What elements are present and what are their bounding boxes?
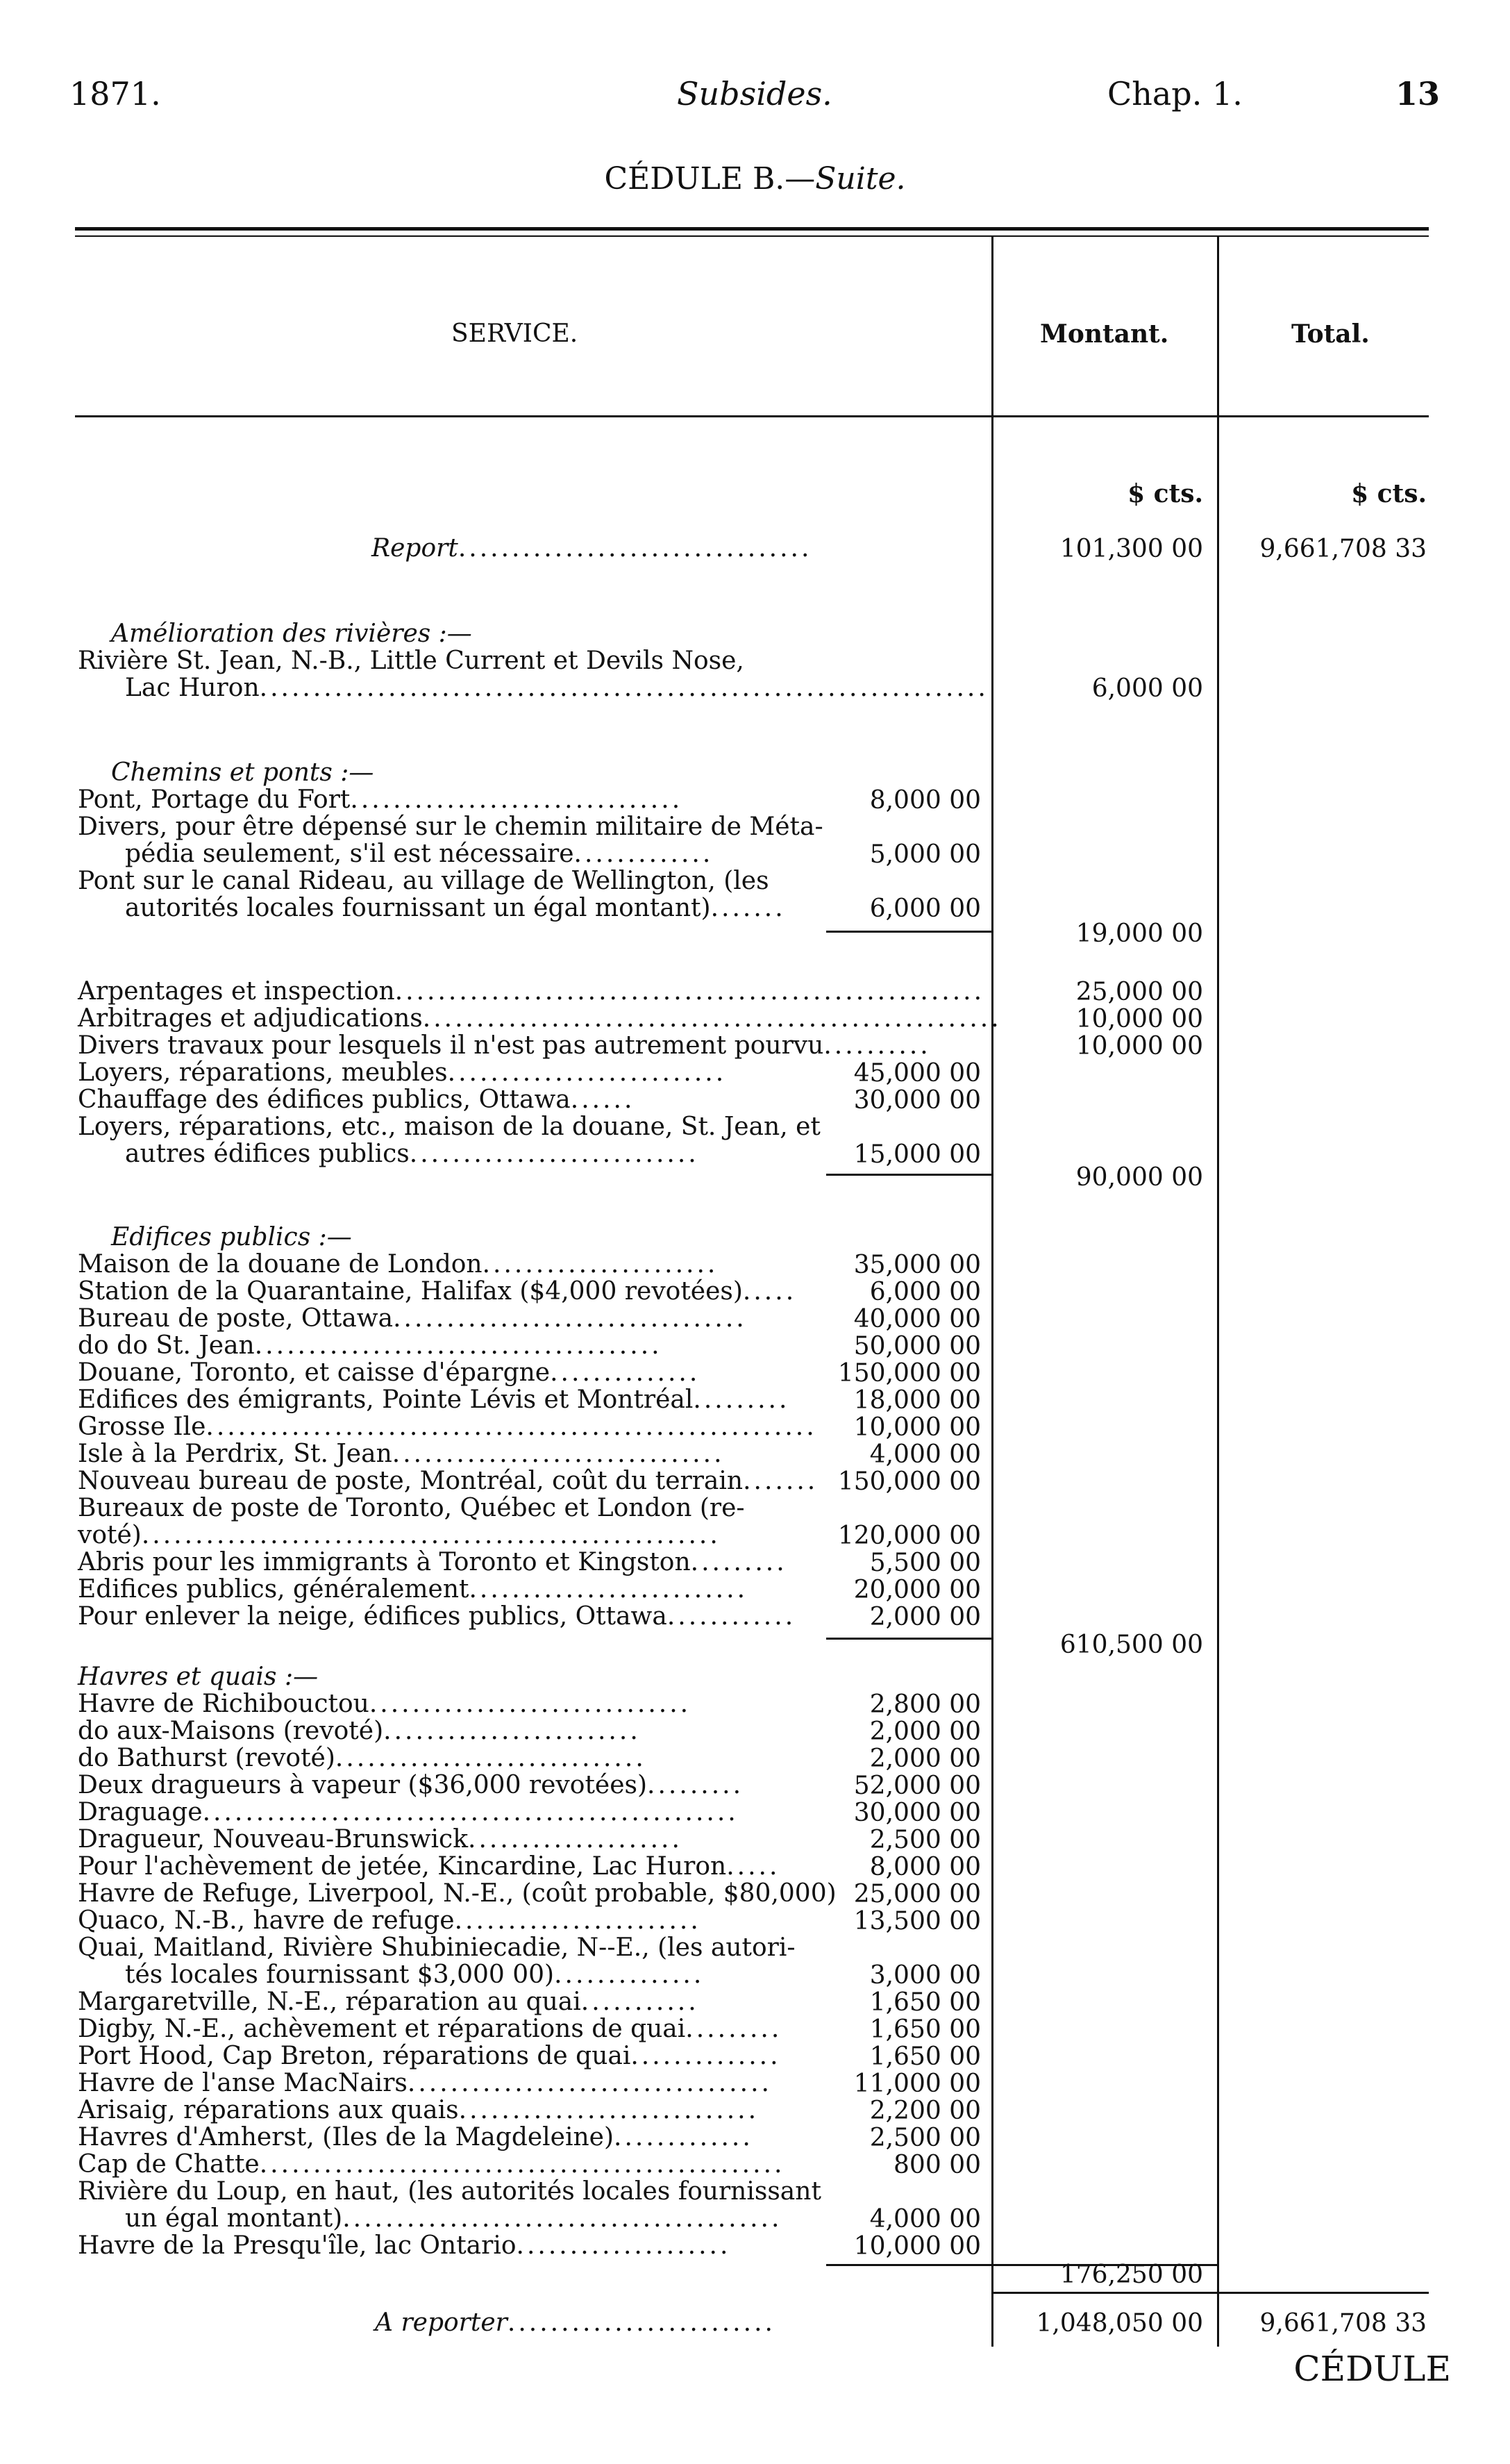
edifices-item-amount: 150,000 00	[837, 1359, 981, 1388]
havres-item-label: Dragueur, Nouveau-Brunswick	[78, 1825, 469, 1854]
leader-dots: ...........	[580, 1988, 699, 2016]
edifices-item	[78, 1386, 789, 1413]
havres-item-label: Pour l'achèvement de jetée, Kincardine, Lac Huron	[78, 1852, 727, 1881]
header-chapter: Chap. 1.	[1107, 75, 1243, 113]
havres-item-line1: Rivière du Loup, en haut, (les autorités locales fournissant	[78, 2177, 821, 2206]
edifices-item-amount: 6,000 00	[869, 1278, 981, 1306]
leader-dots: .........................................	[342, 2204, 782, 2233]
leader-dots: ....................	[516, 2231, 731, 2260]
havres-item	[78, 1772, 744, 1799]
leader-dots: ..................................	[407, 2069, 772, 2097]
report-label: Report	[371, 534, 458, 563]
havres-item-amount: 2,500 00	[869, 1826, 981, 1854]
rivieres-line2	[125, 674, 989, 701]
leader-dots: .........................	[507, 2308, 775, 2337]
leader-dots: .......................................................	[394, 977, 985, 1006]
chemins-item-1-label: Pont, Portage du Fort	[78, 785, 351, 814]
leader-dots: .......	[710, 894, 786, 922]
misc-subtotal: 90,000 00	[1075, 1163, 1203, 1192]
misc-item-arbitrages	[78, 1005, 1002, 1032]
top-rule-thick	[75, 227, 1429, 231]
misc-item-arbitrages-label: Arbitrages et adjudications	[78, 1004, 423, 1033]
havres-item-label: Cap de Chatte	[78, 2150, 260, 2179]
report-row	[371, 535, 812, 562]
havres-item-amount: 1,650 00	[869, 1988, 981, 2017]
edifices-item-amount: 40,000 00	[853, 1305, 981, 1333]
edifices-item	[78, 1603, 796, 1630]
leader-dots: .............................	[335, 1744, 646, 1772]
misc-item-douane-label: autres édifices publics	[125, 1140, 410, 1168]
report-montant: 101,300 00	[1059, 535, 1203, 563]
havres-item-amount: 10,000 00	[853, 2232, 981, 2261]
leader-dots: ......................	[482, 1250, 719, 1279]
chemins-item-1	[78, 786, 682, 813]
havres-item-amount: 52,000 00	[853, 1772, 981, 1800]
edifices-item-amount: 150,000 00	[837, 1467, 981, 1496]
leader-dots: .............	[573, 840, 714, 868]
top-rule-thin	[75, 235, 1429, 237]
misc-subtotal-rule	[826, 1174, 991, 1176]
schedule-suffix: Suite.	[815, 161, 906, 197]
edifices-item	[78, 1359, 700, 1386]
havres-item-label: Quaco, N.-B., havre de refuge	[78, 1906, 455, 1935]
montant-units: $ cts.	[1127, 479, 1203, 508]
chemins-item-1-amount: 8,000 00	[869, 786, 981, 815]
havres-item-amount: 25,000 00	[853, 1880, 981, 1908]
havres-item	[78, 2097, 759, 2124]
misc-douane-amount: 15,000 00	[853, 1140, 981, 1169]
misc-arbitrages-montant: 10,000 00	[1075, 1005, 1203, 1033]
misc-chauffage-amount: 30,000 00	[853, 1086, 981, 1115]
havres-item	[78, 1745, 646, 1772]
havres-item-line1: Quai, Maitland, Rivière Shubiniecadie, N--E., (les autori-	[78, 1933, 796, 1962]
edifices-item	[78, 1278, 796, 1305]
leader-dots: ...............................	[392, 1440, 725, 1468]
leader-dots: .................................................	[259, 2150, 785, 2179]
rivieres-line1: Rivière St. Jean, N.-B., Little Current et Devils Nose,	[78, 647, 744, 675]
havres-item-line2	[125, 2205, 782, 2232]
edifices-item-label: Edifices des émigrants, Pointe Lévis et Montréal	[78, 1385, 694, 1414]
edifices-item	[78, 1251, 718, 1278]
page-number: 13	[1395, 75, 1441, 113]
leader-dots: ..........................	[469, 1575, 748, 1604]
chemins-item-3-line2	[125, 894, 786, 922]
column-total-heading: Total.	[1291, 319, 1370, 349]
edifices-item	[78, 1305, 747, 1332]
havres-item-label: Havre de Richibouctou	[78, 1690, 369, 1718]
edifices-item-amount: 50,000 00	[853, 1332, 981, 1360]
leader-dots: .......................	[454, 1906, 701, 1935]
catchword: CÉDULE	[1293, 2349, 1451, 2389]
leader-dots: ....................	[468, 1825, 682, 1854]
chemins-item-2-amount: 5,000 00	[869, 840, 981, 869]
leader-dots: .......	[743, 1467, 819, 1495]
misc-item-douane-line1: Loyers, réparations, etc., maison de la douane, St. Jean, et	[78, 1113, 821, 1141]
edifices-subtotal-rule	[826, 1638, 991, 1640]
havres-subtotal: 176,250 00	[1059, 2261, 1203, 2289]
leader-dots: ............................	[458, 2096, 760, 2124]
havres-item	[78, 2070, 772, 2097]
header-year: 1871.	[69, 75, 161, 113]
havres-item-label: Draguage	[78, 1798, 203, 1826]
havres-item-amount: 11,000 00	[853, 2070, 981, 2098]
edifices-item-amount: 18,000 00	[853, 1386, 981, 1415]
havres-item	[78, 1799, 739, 1826]
schedule-name: CÉDULE B.—	[604, 161, 816, 197]
havres-item: Havre de Refuge, Liverpool, N.-E., (coût probable, $80,000)	[78, 1879, 837, 1908]
edifices-item-label: Isle à la Perdrix, St. Jean	[78, 1440, 392, 1468]
leader-dots: ............	[666, 1602, 796, 1631]
leader-dots: ......	[570, 1085, 635, 1114]
havres-item-label: do Bathurst (revoté)	[78, 1744, 335, 1772]
misc-arpentages-montant: 25,000 00	[1075, 978, 1203, 1006]
chemins-item-3-line1: Pont sur le canal Rideau, au village de Wellington, (les	[78, 867, 769, 895]
havres-item-label: tés locales fournissant $3,000 00)	[125, 1961, 555, 1989]
havres-item-amount: 30,000 00	[853, 1799, 981, 1827]
leader-dots: .................................	[393, 1304, 747, 1333]
edifices-item	[78, 1467, 818, 1495]
havres-item	[78, 1853, 780, 1880]
leader-dots: ..............	[550, 1358, 701, 1387]
edifices-item-amount: 5,500 00	[869, 1549, 981, 1577]
edifices-item-label: Nouveau bureau de poste, Montréal, coût du terrain	[78, 1467, 744, 1495]
chemins-item-3-label: autorités locales fournissant un égal montant)	[125, 894, 711, 922]
chemins-subtotal-rule	[826, 931, 991, 933]
leader-dots: .................................	[458, 534, 812, 563]
chemins-item-2-label: pédia seulement, s'il est nécessaire	[125, 840, 574, 868]
misc-item-chauffage-label: Chauffage des édifices publics, Ottawa	[78, 1085, 571, 1114]
carry-rule-montant	[993, 2292, 1217, 2294]
edifices-item-label: Pour enlever la neige, édifices publics, Ottawa	[78, 1602, 667, 1631]
leader-dots: ......................................................	[141, 1521, 721, 1549]
header-title: Subsides.	[677, 75, 832, 113]
havres-item-label: do aux-Maisons (revoté)	[78, 1717, 384, 1745]
misc-item-loyers	[78, 1059, 726, 1086]
column-divider-1	[991, 237, 993, 2347]
edifices-item	[78, 1440, 725, 1467]
havres-item-label: Digby, N.-E., achèvement et réparations de quai	[78, 2015, 686, 2043]
havres-item	[78, 2151, 785, 2178]
edifices-item-label: Abris pour les immigrants à Toronto et Kingston	[78, 1548, 691, 1576]
chemins-item-2-line1: Divers, pour être dépensé sur le chemin militaire de Méta-	[78, 813, 823, 841]
havres-item	[78, 1988, 699, 2015]
edifices-item-line2	[78, 1522, 721, 1549]
leader-dots: ........................	[383, 1717, 641, 1745]
carry-rule-total	[1219, 2292, 1429, 2294]
carry-forward-label: A reporter	[375, 2308, 507, 2337]
leader-dots: ..............	[630, 2042, 781, 2070]
column-montant-heading: Montant.	[1040, 319, 1169, 349]
edifices-item	[78, 1576, 748, 1603]
total-units: $ cts.	[1351, 479, 1427, 508]
edifices-item-label: Edifices publics, généralement	[78, 1575, 469, 1604]
havres-item-amount: 2,800 00	[869, 1690, 981, 1719]
leader-dots: ..............................	[369, 1690, 691, 1718]
havres-item	[78, 2042, 781, 2070]
havres-item-amount: 1,650 00	[869, 2015, 981, 2044]
leader-dots: .........	[690, 1548, 787, 1576]
section-heading-rivieres: Amélioration des rivières :—	[111, 619, 472, 648]
misc-item-arpentages	[78, 978, 984, 1005]
havres-item-amount: 2,000 00	[869, 1745, 981, 1773]
havres-item	[78, 1717, 641, 1745]
carry-montant: 1,048,050 00	[1036, 2309, 1203, 2338]
havres-item-amount: 2,200 00	[869, 2097, 981, 2125]
carry-forward-row	[375, 2309, 775, 2336]
leader-dots: ..................................................	[202, 1798, 739, 1826]
havres-item	[78, 1826, 682, 1853]
leader-dots: ......................................	[254, 1331, 662, 1360]
section-heading-havres: Havres et quais :—	[78, 1663, 319, 1691]
chemins-item-3-amount: 6,000 00	[869, 894, 981, 923]
misc-item-douane-line2	[125, 1140, 699, 1167]
havres-item-amount: 1,650 00	[869, 2042, 981, 2071]
havres-item	[78, 2124, 753, 2151]
leader-dots: ...............................	[350, 785, 683, 814]
edifices-item-label: Maison de la douane de London	[78, 1250, 483, 1279]
chemins-subtotal: 19,000 00	[1075, 919, 1203, 948]
edifices-item-line1: Bureaux de poste de Toronto, Québec et London (re-	[78, 1494, 745, 1522]
havres-item-label: un égal montant)	[125, 2204, 343, 2233]
edifices-item-amount: 35,000 00	[853, 1251, 981, 1279]
edifices-item	[78, 1332, 662, 1359]
leader-dots: .........................................................	[205, 1413, 817, 1441]
header-bottom-rule	[75, 415, 1429, 417]
misc-item-divers-label: Divers travaux pour lesquels il n'est pas autrement pourvu	[78, 1031, 824, 1060]
havres-item-label: Arisaig, réparations aux quais	[78, 2096, 459, 2124]
leader-dots: .........	[693, 1385, 790, 1414]
leader-dots: .............	[614, 2123, 753, 2151]
havres-item-amount: 2,000 00	[869, 1717, 981, 1746]
edifices-item	[78, 1413, 817, 1440]
edifices-item-amount: 4,000 00	[869, 1440, 981, 1469]
havres-item-amount: 2,500 00	[869, 2124, 981, 2152]
rivieres-montant: 6,000 00	[1091, 674, 1203, 703]
section-heading-chemins: Chemins et ponts :—	[111, 758, 374, 787]
misc-item-chauffage	[78, 1086, 635, 1113]
section-heading-edifices: Edifices publics :—	[111, 1223, 352, 1251]
misc-item-divers	[78, 1032, 931, 1059]
havres-item-label: Deux dragueurs à vapeur ($36,000 revotées)	[78, 1771, 648, 1799]
edifices-subtotal: 610,500 00	[1059, 1631, 1203, 1659]
report-total: 9,661,708 33	[1259, 535, 1427, 563]
havres-item	[78, 2015, 782, 2042]
leader-dots: .....	[742, 1277, 797, 1306]
leader-dots: .........	[685, 2015, 782, 2043]
edifices-item-label: Grosse Ile	[78, 1413, 206, 1441]
edifices-item-label: voté)	[78, 1521, 142, 1549]
rivieres-line2-text: Lac Huron	[125, 674, 260, 702]
havres-item-amount: 4,000 00	[869, 2205, 981, 2233]
havres-item-amount: 800 00	[894, 2151, 981, 2179]
chemins-item-2-line2	[125, 840, 713, 867]
leader-dots: ...........................	[409, 1140, 699, 1168]
havres-item-amount: 8,000 00	[869, 1853, 981, 1881]
edifices-item-label: Douane, Toronto, et caisse d'épargne	[78, 1358, 551, 1387]
schedule-title	[0, 161, 1510, 197]
leader-dots: .........	[647, 1771, 744, 1799]
leader-dots: .....	[726, 1852, 780, 1881]
havres-item	[78, 1907, 701, 1934]
havres-item-label: Port Hood, Cap Breton, réparations de quai	[78, 2042, 631, 2070]
leader-dots: ......................................................	[422, 1004, 1002, 1033]
misc-item-arpentages-label: Arpentages et inspection	[78, 977, 395, 1006]
havres-item-amount: 3,000 00	[869, 1961, 981, 1990]
edifices-item-label: Bureau de poste, Ottawa	[78, 1304, 394, 1333]
leader-dots: ..........	[823, 1031, 931, 1060]
havres-item-label: Havre de l'anse MacNairs	[78, 2069, 408, 2097]
carry-total: 9,661,708 33	[1259, 2309, 1427, 2338]
havres-item-label: Margaretville, N.-E., réparation au quai	[78, 1988, 581, 2016]
havres-item	[78, 1690, 691, 1717]
edifices-item-label: Station de la Quarantaine, Halifax ($4,000 revotées)	[78, 1277, 743, 1306]
column-service-heading: SERVICE.	[451, 319, 578, 348]
leader-dots: ....................................................................	[259, 674, 989, 702]
havres-item	[78, 2232, 730, 2259]
misc-item-loyers-label: Loyers, réparations, meubles	[78, 1058, 448, 1087]
misc-loyers-amount: 45,000 00	[853, 1059, 981, 1088]
leader-dots: ..........................	[447, 1058, 727, 1087]
edifices-item-label: do do St. Jean	[78, 1331, 255, 1360]
havres-item-amount: 13,500 00	[853, 1907, 981, 1936]
column-divider-2	[1217, 237, 1219, 2347]
edifices-item-amount: 10,000 00	[853, 1413, 981, 1442]
havres-item-line2	[125, 1961, 704, 1988]
misc-divers-montant: 10,000 00	[1075, 1032, 1203, 1060]
edifices-item-amount: 2,000 00	[869, 1603, 981, 1631]
havres-item-label: Havre de la Presqu'île, lac Ontario	[78, 2231, 517, 2260]
leader-dots: ..............	[554, 1961, 705, 1989]
edifices-item-amount: 120,000 00	[837, 1522, 981, 1550]
edifices-item	[78, 1549, 787, 1576]
edifices-item-amount: 20,000 00	[853, 1576, 981, 1604]
havres-subtotal-rule-sub	[826, 2264, 991, 2266]
havres-item-label: Havres d'Amherst, (Iles de la Magdeleine)	[78, 2123, 614, 2151]
